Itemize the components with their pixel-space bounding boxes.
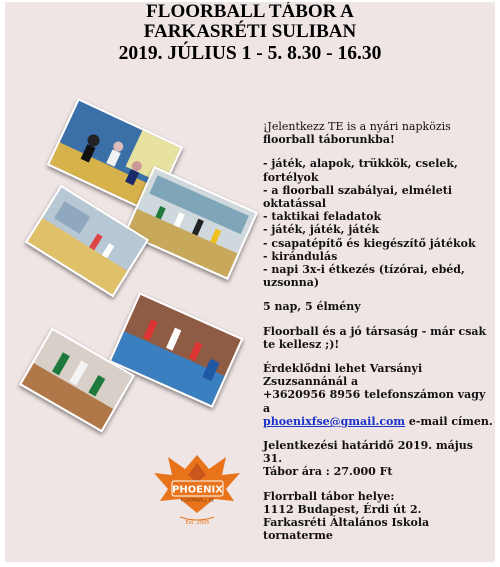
program-item: - csapatépítő és kiegészítő játékok	[263, 236, 476, 250]
slogan-line-1: Floorball és a jó társaság - már csak	[263, 324, 487, 338]
title-dates: 2019. JÚLIUS 1 - 5. 8.30 - 16.30	[118, 43, 382, 64]
slogan-five-days: 5 nap, 5 élmény	[263, 300, 361, 314]
program-item: - játék, játék, játék	[263, 223, 380, 237]
contact-line-2: Zsuzsannánál a	[263, 375, 359, 389]
price: Tábor ára : 27.000 Ft	[263, 465, 393, 479]
phoenix-logo	[150, 449, 245, 527]
poster-title	[5, 2, 495, 65]
program-item: oktatással	[263, 197, 327, 211]
info-column	[263, 120, 495, 542]
contact-phone: +3620956 8956 telefonszámon vagy a	[263, 388, 486, 415]
email-suffix: e-mail címen.	[405, 414, 493, 428]
program-item: - napi 3x-i étkezés (tízórai, ebéd,	[263, 263, 465, 277]
location-label: Florrball tábor helye:	[263, 489, 395, 503]
title-line-2: FARKASRÉTI SULIBAN	[143, 21, 357, 42]
logo-est: Est. 2005	[185, 520, 210, 526]
location-address: 1112 Budapest, Érdi út 2.	[263, 502, 422, 516]
intro-line-2: floorball táborunkba!	[263, 133, 395, 147]
slogan-line-2: te kellesz ;)!	[263, 337, 340, 351]
intro-line-1: ¡Jelentkezz TE is a nyári napközis	[263, 120, 451, 133]
photo-floorball-match-4	[108, 292, 243, 408]
logo-name: PHOENIX	[172, 484, 223, 496]
program-item: fortélyok	[263, 170, 319, 184]
title-line-1: FLOORBALL TÁBOR A	[146, 2, 354, 22]
contact-line-1: Érdeklődni lehet Varsányi	[263, 362, 423, 376]
location-school: Farkasréti Általános Iskola	[263, 516, 430, 530]
location-venue: tornaterme	[263, 529, 333, 543]
program-item: - játék, alapok, trükkök, cselek,	[263, 157, 458, 171]
program-item: - kirándulás	[263, 249, 338, 263]
program-item: - taktikai feladatok	[263, 210, 382, 224]
poster	[5, 2, 495, 562]
deadline: Jelentkezési határidő 2019. május 31.	[263, 439, 473, 466]
logo-sub: FLOORBALL SE	[180, 498, 215, 504]
contact-email-line	[263, 415, 495, 428]
program-item: - a floorball szabályai, elméleti	[263, 183, 452, 197]
email-link[interactable]: phoenixfse@gmail.com	[263, 414, 406, 428]
program-item: uzsonna)	[263, 276, 320, 290]
